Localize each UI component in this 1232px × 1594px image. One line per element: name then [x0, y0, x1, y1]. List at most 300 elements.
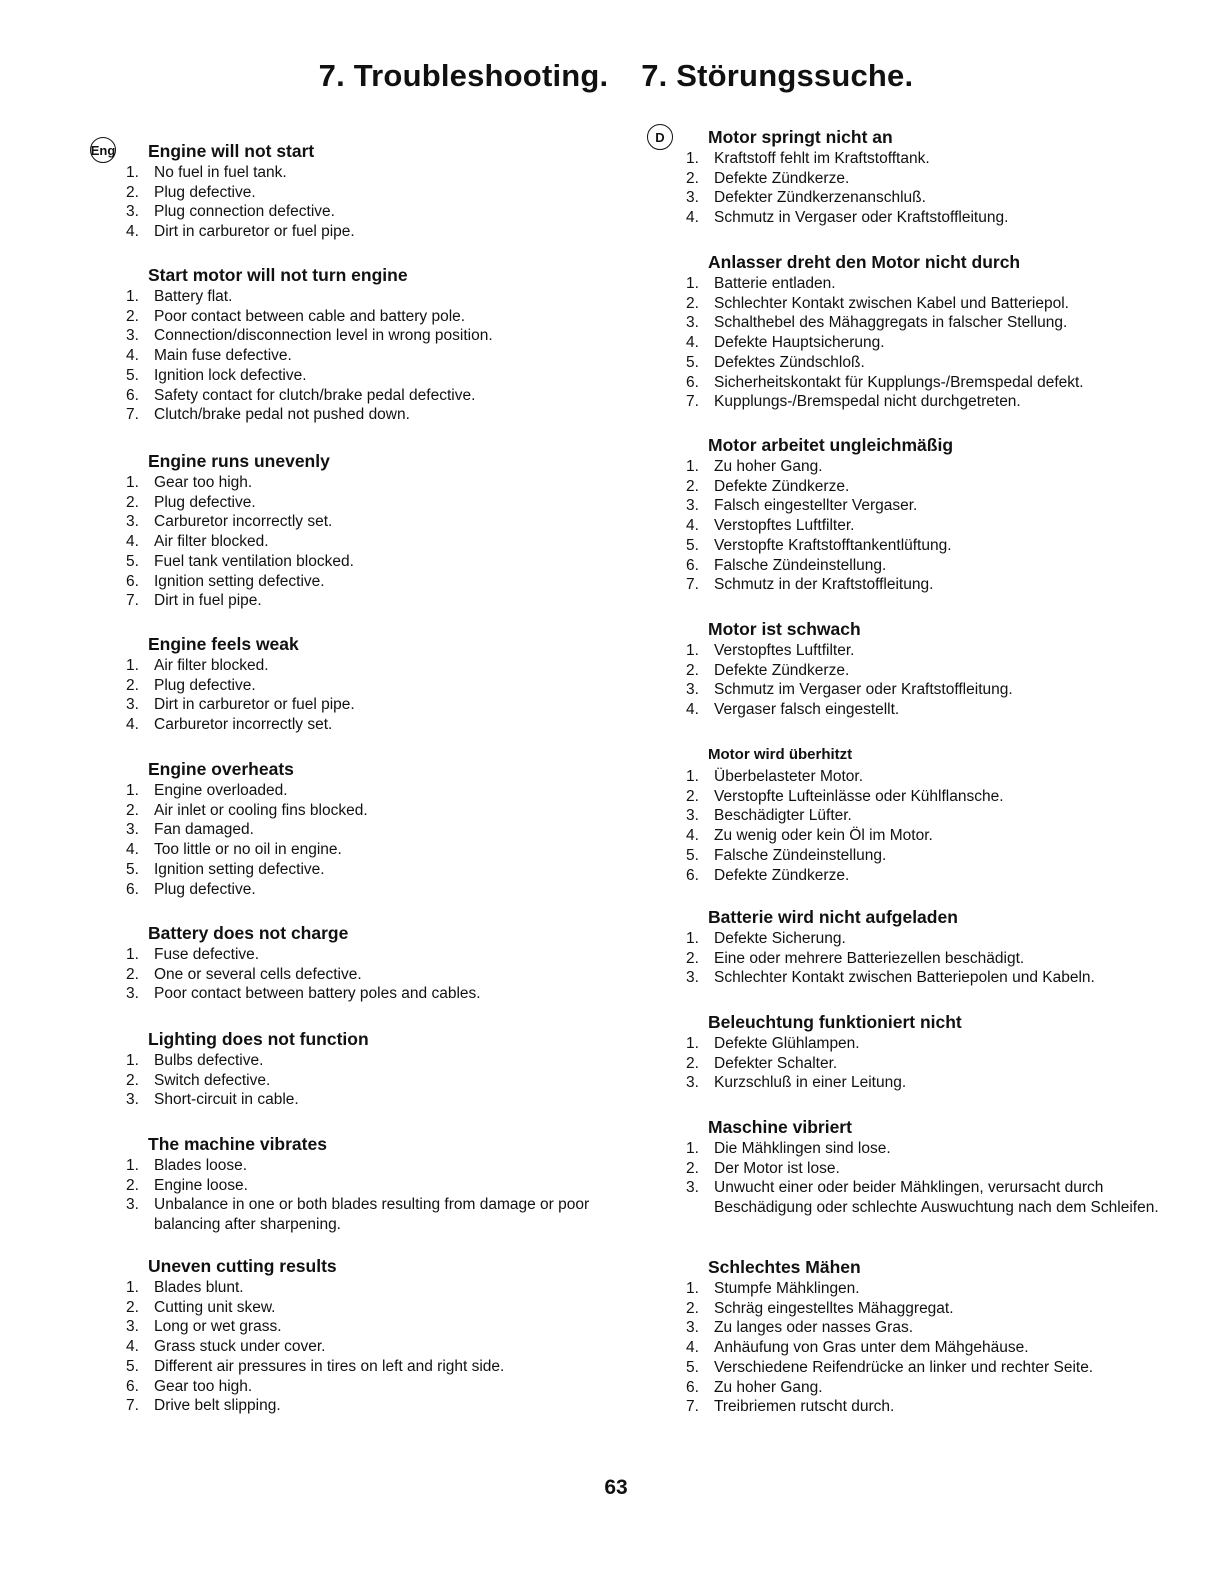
list-item-text: Anhäufung von Gras unter dem Mähgehäuse. — [714, 1339, 1029, 1357]
list-item — [120, 984, 620, 1004]
de-section — [680, 1116, 1170, 1218]
list-item — [120, 346, 620, 366]
list-item-text: Beschädigter Lüfter. — [714, 807, 852, 825]
german-language-icon: D — [647, 124, 673, 150]
list-item-number: 4. — [126, 223, 139, 241]
list-item-text: Blades loose. — [154, 1157, 248, 1174]
list-item — [120, 552, 620, 572]
list-item — [680, 1338, 1170, 1358]
list-item-text: Stumpfe Mähklingen. — [714, 1280, 860, 1297]
list-item-text: Fan damaged. — [154, 821, 254, 839]
en-section — [120, 758, 620, 899]
list-item-text: Kraftstoff fehlt im Kraftstofftank. — [714, 150, 930, 167]
list-item — [680, 806, 1170, 826]
list-item-text: Air filter blocked. — [154, 657, 269, 674]
en-cause-list — [120, 287, 620, 425]
de-section-heading: Schlechtes Mähen — [708, 1257, 861, 1277]
de-section — [680, 1256, 1170, 1417]
list-item-text: Schmutz im Vergaser oder Kraftstoffleitung. — [714, 681, 1013, 699]
list-item — [120, 405, 620, 425]
list-item-number: 2. — [126, 183, 139, 201]
list-item — [120, 183, 620, 203]
list-item — [120, 676, 620, 696]
list-item-number: 6. — [126, 880, 139, 898]
list-item-number: 1. — [686, 1035, 699, 1052]
list-item-text: Gear too high. — [154, 474, 253, 491]
list-item — [120, 202, 620, 222]
list-item-number: 2. — [126, 493, 139, 511]
list-item-text: Zu langes oder nasses Gras. — [714, 1319, 914, 1337]
list-item-number: 5. — [686, 353, 699, 371]
en-cause-list — [120, 1051, 620, 1110]
list-item-number: 4. — [126, 841, 139, 859]
list-item-text: Zu hoher Gang. — [714, 458, 823, 475]
list-item-text: Carburetor incorrectly set. — [154, 716, 333, 734]
list-item — [120, 163, 620, 183]
list-item — [120, 820, 620, 840]
list-item-number: 7. — [686, 393, 699, 411]
de-section — [680, 618, 1170, 720]
list-item — [120, 1195, 620, 1234]
en-section-heading: Uneven cutting results — [148, 1256, 337, 1276]
list-item-text: Plug defective. — [154, 183, 256, 201]
list-item — [120, 1337, 620, 1357]
list-item-number: 1. — [126, 1157, 139, 1174]
list-item — [680, 274, 1170, 294]
list-item-text: Zu hoher Gang. — [714, 1378, 823, 1396]
list-item — [680, 496, 1170, 516]
list-item-text: Eine oder mehrere Batteriezellen beschädigt. — [714, 949, 1025, 967]
list-item-number: 2. — [686, 169, 699, 187]
list-item-number: 1. — [686, 458, 699, 475]
list-item — [120, 1317, 620, 1337]
en-section-heading: Engine runs unevenly — [148, 451, 330, 471]
list-item-number: 6. — [126, 386, 139, 404]
de-cause-list — [680, 274, 1170, 412]
list-item — [120, 473, 620, 493]
de-section-heading: Beleuchtung funktioniert nicht — [708, 1012, 962, 1032]
en-section — [120, 922, 620, 1004]
list-item-number: 2. — [686, 1299, 699, 1317]
list-item — [680, 333, 1170, 353]
list-item-text: Cutting unit skew. — [154, 1298, 276, 1316]
list-item — [680, 826, 1170, 846]
list-item-text: Switch defective. — [154, 1071, 271, 1089]
list-item — [120, 307, 620, 327]
list-item-number: 2. — [686, 787, 699, 805]
list-item-number: 4. — [686, 209, 699, 227]
list-item — [680, 516, 1170, 536]
list-item-text: Verstopftes Luftfilter. — [714, 517, 855, 535]
list-item — [680, 846, 1170, 866]
page-title — [0, 58, 1232, 94]
list-item-text: Short-circuit in cable. — [154, 1091, 299, 1109]
de-cause-list — [680, 929, 1170, 988]
list-item-number: 2. — [126, 1176, 139, 1194]
list-item-number: 1. — [686, 642, 699, 659]
en-section-heading: Battery does not charge — [148, 923, 349, 943]
list-item-number: 1. — [126, 657, 139, 674]
list-item — [680, 477, 1170, 497]
list-item-text: Plug connection defective. — [154, 203, 335, 221]
list-item — [120, 840, 620, 860]
list-item-number: 4. — [126, 533, 139, 551]
list-item-text: Defektes Zündschloß. — [714, 353, 865, 371]
list-item-text: Too little or no oil in engine. — [154, 841, 342, 859]
list-item-number: 3. — [126, 203, 139, 221]
list-item-text: Bulbs defective. — [154, 1052, 264, 1069]
list-item — [120, 1298, 620, 1318]
de-section — [680, 434, 1170, 595]
list-item-text: Plug defective. — [154, 676, 256, 694]
list-item-text: Der Motor ist lose. — [714, 1159, 840, 1177]
list-item — [680, 188, 1170, 208]
list-item-text: Main fuse defective. — [154, 347, 292, 365]
en-cause-list — [120, 1156, 620, 1235]
de-cause-list — [680, 457, 1170, 595]
de-cause-list — [680, 149, 1170, 228]
list-item-text: Überbelasteter Motor. — [714, 768, 864, 785]
list-item-text: Fuse defective. — [154, 946, 260, 963]
list-item — [680, 1378, 1170, 1398]
list-item-number: 3. — [126, 985, 139, 1003]
list-item — [680, 1279, 1170, 1299]
list-item-text: Grass stuck under cover. — [154, 1338, 326, 1356]
list-item — [120, 493, 620, 513]
en-cause-list — [120, 1278, 620, 1416]
list-item-number: 6. — [686, 556, 699, 574]
list-item-number: 6. — [686, 1378, 699, 1396]
list-item — [120, 781, 620, 801]
list-item-text: Schlechter Kontakt zwischen Kabel und Batteriepol. — [714, 294, 1069, 312]
list-item-number: 2. — [126, 1298, 139, 1316]
list-item-number: 3. — [126, 696, 139, 714]
list-item-text: Vergaser falsch eingestellt. — [714, 701, 900, 719]
list-item — [680, 929, 1170, 949]
list-item-text: Defekter Zündkerzenanschluß. — [714, 189, 926, 207]
list-item — [680, 949, 1170, 969]
list-item — [680, 294, 1170, 314]
en-section-heading: Engine feels weak — [148, 634, 299, 654]
de-section — [680, 744, 1170, 885]
list-item-number: 7. — [126, 592, 139, 610]
list-item-number: 5. — [126, 552, 139, 570]
de-cause-list — [680, 1139, 1170, 1218]
en-section — [120, 264, 620, 425]
list-item-number: 3. — [686, 681, 699, 699]
de-cause-list — [680, 767, 1170, 885]
list-item — [680, 1397, 1170, 1417]
list-item — [680, 208, 1170, 228]
list-item-number: 3. — [126, 821, 139, 839]
en-section-heading: The machine vibrates — [148, 1134, 327, 1154]
list-item-number: 4. — [686, 701, 699, 719]
list-item-number: 1. — [686, 930, 699, 947]
list-item-text: Dirt in carburetor or fuel pipe. — [154, 696, 355, 714]
list-item-text: Defekte Zündkerze. — [714, 169, 850, 187]
list-item-text: Different air pressures in tires on left and right side. — [154, 1357, 505, 1375]
de-section — [680, 251, 1170, 412]
list-item-number: 5. — [686, 1358, 699, 1376]
de-section — [680, 126, 1170, 228]
list-item — [120, 512, 620, 532]
list-item — [120, 1071, 620, 1091]
list-item-text: Kurzschluß in einer Leitung. — [714, 1074, 907, 1092]
list-item-text: Long or wet grass. — [154, 1318, 282, 1336]
list-item — [680, 149, 1170, 169]
list-item-text: Falsch eingestellter Vergaser. — [714, 497, 918, 515]
list-item — [680, 353, 1170, 373]
list-item-number: 1. — [686, 1280, 699, 1297]
en-section-heading: Start motor will not turn engine — [148, 265, 408, 285]
list-item — [680, 1159, 1170, 1179]
list-item-number: 5. — [126, 860, 139, 878]
en-section — [120, 1255, 620, 1416]
list-item-text: One or several cells defective. — [154, 965, 362, 983]
list-item — [680, 767, 1170, 787]
list-item-text: Schmutz in Vergaser oder Kraftstoffleitung. — [714, 209, 1009, 227]
list-item-number: 1. — [126, 288, 139, 305]
list-item-number: 1. — [126, 164, 139, 181]
list-item-text: Drive belt slipping. — [154, 1397, 281, 1415]
list-item-number: 2. — [126, 307, 139, 325]
list-item-number: 1. — [126, 1279, 139, 1296]
list-item-number: 1. — [686, 275, 699, 292]
list-item-number: 3. — [126, 1318, 139, 1336]
list-item-number: 5. — [686, 536, 699, 554]
list-item — [120, 695, 620, 715]
list-item-text: Ignition setting defective. — [154, 860, 325, 878]
list-item — [120, 860, 620, 880]
de-cause-list — [680, 641, 1170, 720]
list-item — [120, 1051, 620, 1071]
list-item-number: 4. — [686, 827, 699, 845]
list-item — [120, 287, 620, 307]
list-item-text: Defekter Schalter. — [714, 1054, 838, 1072]
list-item-text: Poor contact between cable and battery pole. — [154, 307, 466, 325]
list-item-text: Battery flat. — [154, 288, 233, 305]
list-item-number: 3. — [686, 1179, 699, 1197]
list-item-text: Engine overloaded. — [154, 782, 288, 799]
list-item-number: 3. — [686, 969, 699, 987]
list-item-number: 2. — [126, 1071, 139, 1089]
list-item — [680, 680, 1170, 700]
list-item — [680, 700, 1170, 720]
list-item-text: Falsche Zündeinstellung. — [714, 556, 887, 574]
en-section — [120, 1028, 620, 1110]
list-item-number: 4. — [126, 347, 139, 365]
list-item-number: 2. — [686, 477, 699, 495]
en-cause-list — [120, 163, 620, 242]
list-item-number: 5. — [686, 846, 699, 864]
list-item-text: Defekte Zündkerze. — [714, 661, 850, 679]
list-item-number: 1. — [126, 946, 139, 963]
de-section — [680, 906, 1170, 988]
list-item-text: Carburetor incorrectly set. — [154, 513, 333, 531]
list-item-number: 2. — [126, 965, 139, 983]
list-item-text: Air inlet or cooling fins blocked. — [154, 801, 368, 819]
en-section — [120, 140, 620, 242]
list-item — [120, 965, 620, 985]
list-item-text: Verschiedene Reifendrücke an linker und rechter Seite. — [714, 1358, 1094, 1376]
list-item — [120, 656, 620, 676]
en-cause-list — [120, 945, 620, 1004]
list-item-number: 4. — [126, 716, 139, 734]
list-item-text: Blades blunt. — [154, 1279, 244, 1296]
list-item-number: 4. — [686, 334, 699, 352]
en-section-heading: Engine overheats — [148, 759, 294, 779]
list-item-number: 4. — [126, 1338, 139, 1356]
list-item-number: 2. — [686, 294, 699, 312]
list-item-number: 1. — [686, 150, 699, 167]
list-item-number: 2. — [126, 676, 139, 694]
list-item — [680, 313, 1170, 333]
list-item-text: Defekte Glühlampen. — [714, 1035, 860, 1052]
list-item-text: Engine loose. — [154, 1176, 248, 1194]
list-item-text: Ignition lock defective. — [154, 366, 307, 384]
de-cause-list — [680, 1279, 1170, 1417]
list-item-number: 3. — [686, 189, 699, 207]
list-item — [120, 1090, 620, 1110]
list-item-text: Zu wenig oder kein Öl im Motor. — [714, 827, 933, 845]
de-section-heading: Motor arbeitet ungleichmäßig — [708, 435, 954, 455]
list-item-number: 2. — [686, 1054, 699, 1072]
list-item-text: Defekte Hauptsicherung. — [714, 334, 885, 352]
page-number: 63 — [604, 1476, 628, 1499]
list-item-text: Plug defective. — [154, 493, 256, 511]
list-item-text: Poor contact between battery poles and cables. — [154, 985, 481, 1003]
de-section-heading: Motor wird überhitzt — [708, 746, 853, 763]
list-item-text: Air filter blocked. — [154, 533, 269, 551]
list-item-number: 3. — [686, 497, 699, 515]
list-item-number: 3. — [126, 327, 139, 345]
list-item — [680, 787, 1170, 807]
list-item — [680, 1178, 1170, 1217]
list-item — [120, 572, 620, 592]
list-item-text: Dirt in fuel pipe. — [154, 592, 262, 610]
list-item-number: 7. — [126, 406, 139, 424]
de-section-heading: Motor ist schwach — [708, 619, 861, 639]
list-item-number: 3. — [126, 1196, 139, 1214]
list-item-text: Clutch/brake pedal not pushed down. — [154, 406, 410, 424]
list-item-number: 6. — [686, 373, 699, 391]
title-german: 7. Störungssuche. — [641, 58, 914, 93]
en-section — [120, 450, 620, 611]
list-item-text: Die Mähklingen sind lose. — [714, 1140, 891, 1157]
en-section — [120, 633, 620, 735]
list-item — [680, 661, 1170, 681]
list-item — [680, 1318, 1170, 1338]
list-item-text: Defekte Zündkerze. — [714, 477, 850, 495]
list-item-number: 3. — [126, 1091, 139, 1109]
list-item-text: Verstopfte Kraftstofftankentlüftung. — [714, 536, 952, 554]
list-item-text: Kupplungs-/Bremspedal nicht durchgetreten. — [714, 393, 1021, 411]
list-item-text: Batterie entladen. — [714, 275, 836, 292]
list-item-number: 7. — [686, 576, 699, 594]
list-item — [680, 1073, 1170, 1093]
list-item — [680, 392, 1170, 412]
list-item-number: 2. — [686, 1159, 699, 1177]
list-item-number: 2. — [686, 949, 699, 967]
en-section — [120, 1133, 620, 1235]
list-item-text: Dirt in carburetor or fuel pipe. — [154, 223, 355, 241]
list-item-number: 1. — [126, 782, 139, 799]
title-english: 7. Troubleshooting. — [318, 58, 609, 93]
list-item-text: Sicherheitskontakt für Kupplungs-/Bremspedal defekt. — [714, 373, 1084, 391]
list-item-number: 3. — [686, 807, 699, 825]
list-item — [680, 1299, 1170, 1319]
list-item — [120, 366, 620, 386]
list-item — [120, 1278, 620, 1298]
list-item-text: Connection/disconnection level in wrong position. — [154, 327, 493, 345]
list-item-text: Treibriemen rutscht durch. — [714, 1398, 895, 1416]
de-section-heading: Maschine vibriert — [708, 1117, 852, 1137]
list-item — [120, 945, 620, 965]
de-section-heading: Anlasser dreht den Motor nicht durch — [708, 252, 1021, 272]
list-item — [680, 373, 1170, 393]
list-item-text: Plug defective. — [154, 880, 256, 898]
list-item-number: 6. — [126, 1377, 139, 1395]
de-section — [680, 1011, 1170, 1093]
list-item-number: 4. — [686, 1339, 699, 1357]
list-item-number: 3. — [686, 1319, 699, 1337]
list-item-text: Schräg eingestelltes Mähaggregat. — [714, 1299, 954, 1317]
list-item-number: 1. — [686, 1140, 699, 1157]
list-item-text: Verstopftes Luftfilter. — [714, 642, 855, 659]
en-section-heading: Lighting does not function — [148, 1029, 369, 1049]
list-item-text: Defekte Sicherung. — [714, 930, 846, 947]
list-item — [680, 968, 1170, 988]
list-item — [680, 575, 1170, 595]
list-item — [120, 715, 620, 735]
list-item — [680, 1054, 1170, 1074]
list-item-number: 1. — [126, 474, 139, 491]
list-item-number: 5. — [126, 1357, 139, 1375]
list-item-text: No fuel in fuel tank. — [154, 164, 287, 181]
list-item-number: 3. — [686, 1074, 699, 1092]
list-item — [120, 1357, 620, 1377]
list-item-number: 1. — [126, 1052, 139, 1069]
list-item-text: Falsche Zündeinstellung. — [714, 846, 887, 864]
list-item-text: Ignition setting defective. — [154, 572, 325, 590]
list-item — [680, 1139, 1170, 1159]
en-cause-list — [120, 781, 620, 899]
de-section-heading: Batterie wird nicht aufgeladen — [708, 907, 958, 927]
list-item-number: 7. — [686, 1398, 699, 1416]
list-item-number: 2. — [126, 801, 139, 819]
list-item — [120, 1156, 620, 1176]
list-item-number: 3. — [686, 314, 699, 332]
list-item-text: Safety contact for clutch/brake pedal defective. — [154, 386, 476, 404]
de-cause-list — [680, 1034, 1170, 1093]
list-item — [680, 556, 1170, 576]
list-item-text: Schlechter Kontakt zwischen Batteriepolen und Kabeln. — [714, 969, 1095, 987]
list-item-text: Unwucht einer oder beider Mähklingen, verursacht durch Beschädigung oder schlechte Auswuchtung nach dem Schleifen. — [714, 1179, 1159, 1217]
list-item-number: 6. — [686, 866, 699, 884]
list-item — [120, 326, 620, 346]
list-item-text: Schmutz in der Kraftstoffleitung. — [714, 576, 934, 594]
list-item — [120, 1176, 620, 1196]
list-item-number: 4. — [686, 517, 699, 535]
list-item — [680, 169, 1170, 189]
english-language-icon: Eng — [90, 137, 116, 163]
list-item-text: Schalthebel des Mähaggregats in falscher Stellung. — [714, 314, 1068, 332]
list-item — [120, 880, 620, 900]
en-cause-list — [120, 656, 620, 735]
de-section-heading: Motor springt nicht an — [708, 127, 893, 147]
en-cause-list — [120, 473, 620, 611]
list-item — [680, 641, 1170, 661]
